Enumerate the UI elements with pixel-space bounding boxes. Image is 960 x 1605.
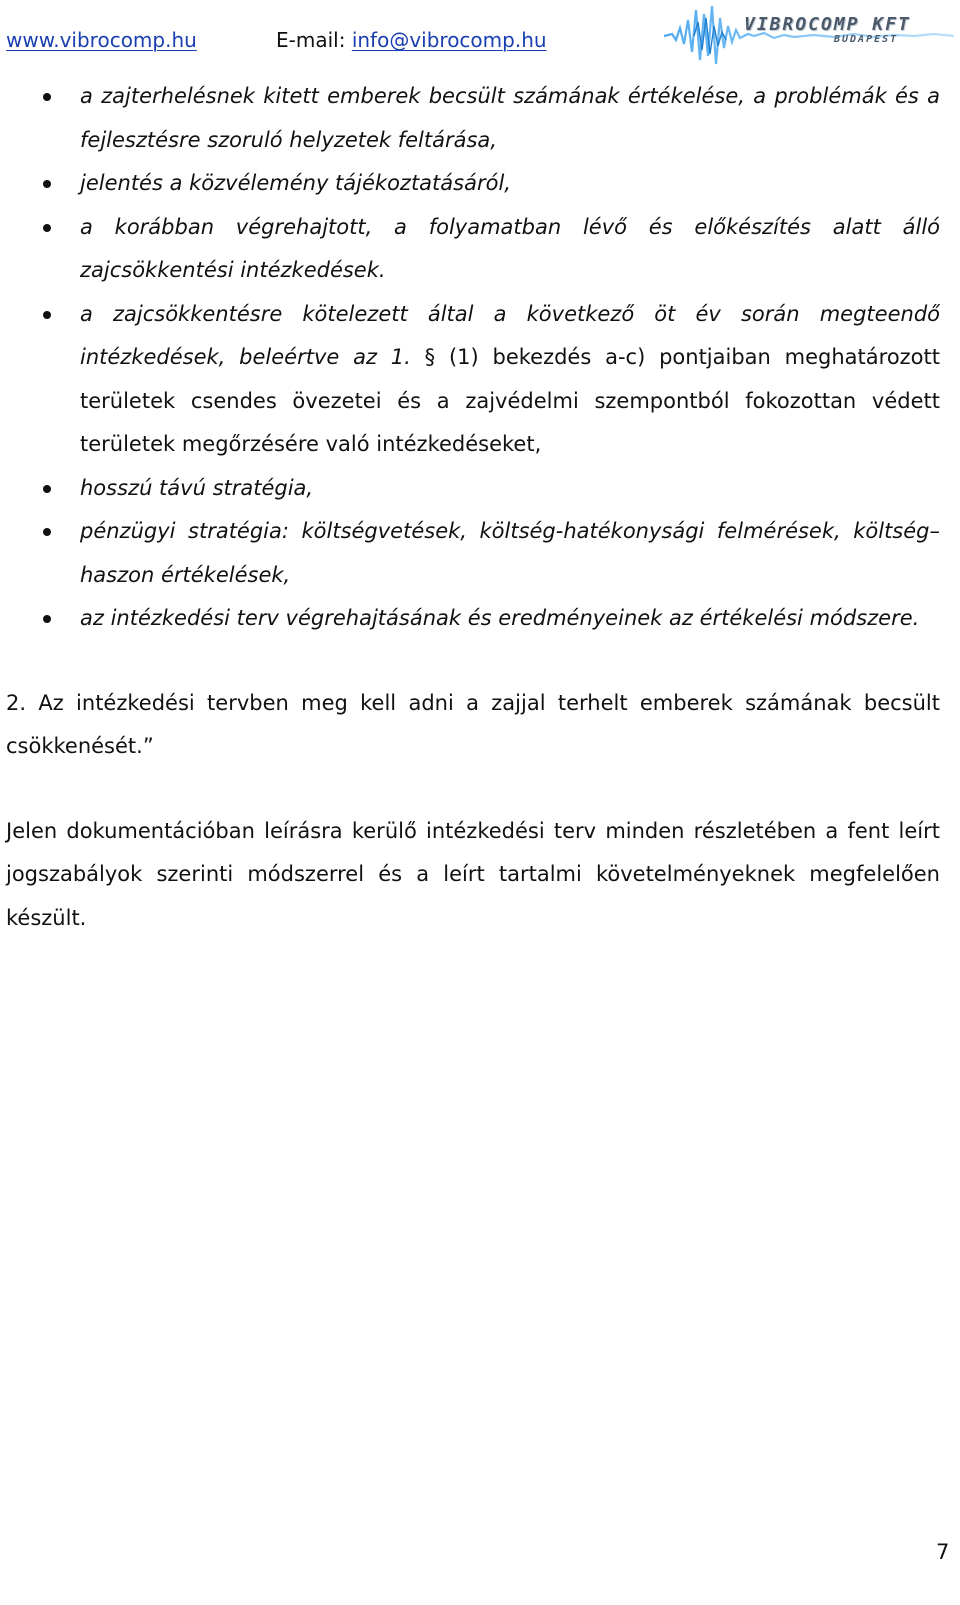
list-item-text: az intézkedési terv végrehajtásának és eredményeinek az értékelési módszere. (80, 606, 920, 630)
logo-subtitle: BUDAPEST (834, 34, 899, 45)
bullet-icon (43, 528, 51, 536)
waveform-icon (664, 0, 954, 70)
list-item (0, 206, 960, 293)
email-line (276, 28, 547, 52)
list-item (0, 510, 960, 597)
bullet-icon (43, 93, 51, 101)
page-number: 7 (936, 1540, 950, 1564)
website-link[interactable]: www.vibrocomp.hu (6, 28, 197, 52)
logo-title: VIBROCOMP KFT (744, 14, 911, 35)
paragraph-conclusion: Jelen dokumentációban leírásra kerülő intézkedési terv minden részletében a fent leírt jogszabályok szerinti módszerrel és a leírt tartalmi követelményeknek megfelelően készült. (6, 818, 940, 930)
list-item (0, 467, 960, 511)
list-item (0, 293, 960, 467)
bullet-icon (43, 485, 51, 493)
paragraph-requirement: 2. Az intézkedési tervben meg kell adni a zajjal terhelt emberek számának becsült csökkenését.” (6, 690, 940, 758)
list-item-text-italic: a zajcsökkentésre kötelezett által a következő öt év során megteendő intézkedések, beleértve az 1. (80, 301, 940, 369)
list-item (0, 162, 960, 206)
email-label: E-mail: (276, 28, 346, 52)
list-item-text (80, 293, 940, 467)
list-item-text: hosszú távú stratégia, (80, 475, 314, 500)
bullet-icon (43, 615, 51, 623)
list-item (0, 75, 960, 162)
page-header (0, 0, 960, 70)
list-item (0, 597, 960, 641)
list-item-text-upright: § (1) bekezdés a-c) pontjaiban meghatározott területek csendes övezetei és a zajvédelmi szempontból fokozottan védett területek megőrzésére való intézkedéseket, (80, 345, 941, 456)
list-item-text: jelentés a közvélemény tájékoztatásáról, (80, 171, 511, 195)
list-item-text: pénzügyi stratégia: költségvetések, költség-hatékonysági felmérések, költség–haszon értékelések, (80, 519, 940, 587)
list-item-text: a korábban végrehajtott, a folyamatban lévő és előkészítés alatt álló zajcsökkentési intézkedések. (80, 214, 940, 282)
bullet-icon (43, 224, 51, 232)
list-item-text: a zajterhelésnek kitett emberek becsült számának értékelése, a problémák és a fejlesztésre szoruló helyzetek feltárása, (80, 84, 940, 152)
bullet-icon (43, 180, 51, 188)
vibrocomp-logo (664, 0, 954, 70)
bullet-icon (43, 311, 51, 319)
email-link[interactable]: info@vibrocomp.hu (351, 28, 547, 52)
requirements-list (0, 75, 960, 641)
document-body (0, 75, 960, 940)
